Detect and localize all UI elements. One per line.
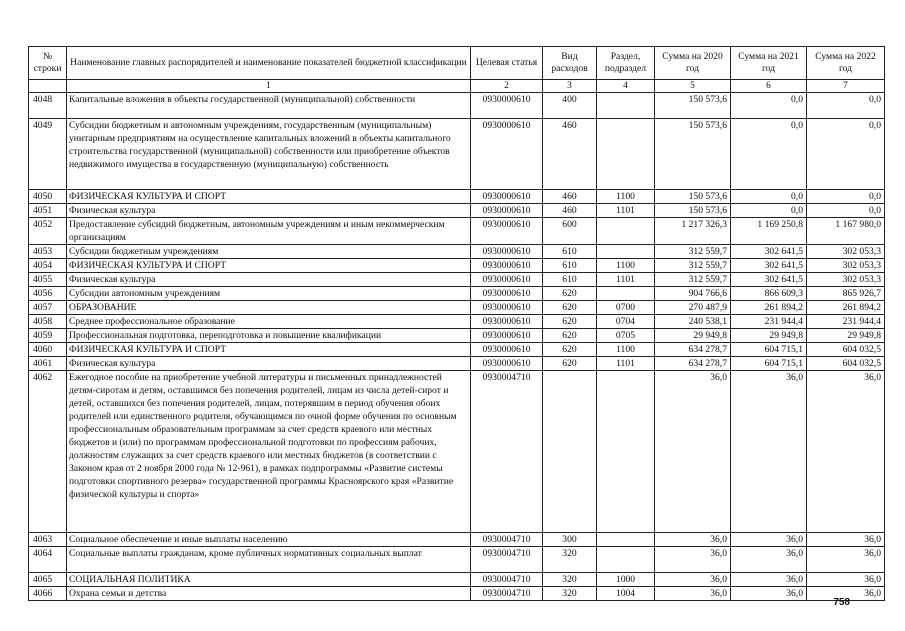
row-sum-2021: 604 715,1 [731, 357, 807, 371]
row-section: 1100 [597, 343, 655, 357]
row-section [597, 245, 655, 259]
row-sum-2021: 36,0 [731, 573, 807, 587]
row-section [597, 119, 655, 190]
row-section: 0704 [597, 315, 655, 329]
row-name: ФИЗИЧЕСКАЯ КУЛЬТУРА И СПОРТ [67, 259, 471, 273]
row-target-article: 0930004710 [471, 533, 543, 547]
table-row [29, 259, 885, 273]
row-sum-2020: 634 278,7 [655, 343, 731, 357]
row-number: 4049 [29, 119, 67, 190]
row-expense-type: 460 [543, 190, 597, 204]
row-section: 1101 [597, 357, 655, 371]
row-expense-type: 610 [543, 273, 597, 287]
row-sum-2022: 36,0 [807, 573, 885, 587]
row-expense-type: 610 [543, 245, 597, 259]
row-sum-2020: 312 559,7 [655, 259, 731, 273]
row-target-article: 0930004710 [471, 573, 543, 587]
row-name: ФИЗИЧЕСКАЯ КУЛЬТУРА И СПОРТ [67, 343, 471, 357]
row-expense-type: 620 [543, 287, 597, 301]
row-name: Субсидии бюджетным учреждениям [67, 245, 471, 259]
row-sum-2021: 29 949,8 [731, 329, 807, 343]
row-target-article: 0930000610 [471, 273, 543, 287]
table-row [29, 315, 885, 329]
table-row [29, 218, 885, 245]
row-target-article: 0930004710 [471, 371, 543, 533]
row-expense-type: 300 [543, 533, 597, 547]
row-number: 4054 [29, 259, 67, 273]
row-sum-2022: 1 167 980,0 [807, 218, 885, 245]
row-sum-2021: 302 641,5 [731, 273, 807, 287]
header-expense-type: Вид расходов [543, 47, 597, 80]
column-index: 1 [67, 80, 471, 93]
row-name: Субсидии бюджетным и автономным учреждениям, государственным (муниципальным) унитарным предприятиям на осуществление капитальных вложений в объекты капитального строительства государственной (муниципальной) собственности или приобретение объектов недвижимого имущества в государственную (муниципальную) собственность [67, 119, 471, 190]
row-number: 4055 [29, 273, 67, 287]
row-sum-2021: 36,0 [731, 547, 807, 573]
row-target-article: 0930004710 [471, 587, 543, 601]
row-sum-2020: 36,0 [655, 573, 731, 587]
row-number: 4053 [29, 245, 67, 259]
row-target-article: 0930004710 [471, 547, 543, 573]
row-sum-2022: 302 053,3 [807, 273, 885, 287]
row-name: ФИЗИЧЕСКАЯ КУЛЬТУРА И СПОРТ [67, 190, 471, 204]
row-expense-type: 320 [543, 587, 597, 601]
table-row [29, 343, 885, 357]
row-sum-2022: 302 053,3 [807, 259, 885, 273]
row-expense-type: 620 [543, 315, 597, 329]
row-expense-type: 620 [543, 343, 597, 357]
row-number: 4062 [29, 371, 67, 533]
row-sum-2020: 150 573,6 [655, 119, 731, 190]
row-target-article: 0930000610 [471, 287, 543, 301]
row-number: 4056 [29, 287, 67, 301]
row-target-article: 0930000610 [471, 93, 543, 119]
row-sum-2021: 866 609,3 [731, 287, 807, 301]
row-sum-2020: 150 573,6 [655, 190, 731, 204]
row-number: 4060 [29, 343, 67, 357]
row-sum-2021: 604 715,1 [731, 343, 807, 357]
row-number: 4065 [29, 573, 67, 587]
column-index: 5 [655, 80, 731, 93]
table-row [29, 93, 885, 119]
row-sum-2021: 36,0 [731, 587, 807, 601]
header-sum-2020: Сумма на 2020 год [655, 47, 731, 80]
table-row [29, 273, 885, 287]
row-name: Предоставление субсидий бюджетным, автономным учреждениям и иным некоммерческим организациям [67, 218, 471, 245]
row-target-article: 0930000610 [471, 301, 543, 315]
header-row-number: № строки [29, 47, 67, 80]
row-expense-type: 620 [543, 301, 597, 315]
row-expense-type: 460 [543, 204, 597, 218]
row-sum-2020: 36,0 [655, 371, 731, 533]
row-target-article: 0930000610 [471, 315, 543, 329]
row-sum-2020: 634 278,7 [655, 357, 731, 371]
row-name: Капитальные вложения в объекты государственной (муниципальной) собственности [67, 93, 471, 119]
column-index: 4 [597, 80, 655, 93]
row-name: Охрана семьи и детства [67, 587, 471, 601]
column-index: 2 [471, 80, 543, 93]
row-sum-2022: 231 944,4 [807, 315, 885, 329]
row-name: Ежегодное пособие на приобретение учебной литературы и письменных принадлежностей детям-сиротам и детям, оставшимся без попечения родителей, лицам из числа детей-сирот и детей, оставшихся без попечения родителей, лицам, потерявшим в период обучения обоих родителей или единственного родителя, обучающимся по очной форме обучения по основным профессиональным образовательным программам за счет средств краевого или местных бюджетов и (или) по программам профессиональной подготовки по профессиям рабочих, должностям служащих за счет средств краевого или местных бюджетов (в соответствии с Законом края от 2 ноября 2000 года № 12-961), в рамках подпрограммы «Развитие системы подготовки спортивного резерва» государственной программы Красноярского края «Развитие физической культуры и спорта» [67, 371, 471, 533]
row-sum-2020: 1 217 326,3 [655, 218, 731, 245]
row-sum-2022: 36,0 [807, 371, 885, 533]
table-body [29, 93, 885, 601]
row-sum-2022: 865 926,7 [807, 287, 885, 301]
row-sum-2020: 150 573,6 [655, 204, 731, 218]
budget-table-page [28, 46, 884, 601]
table-row [29, 533, 885, 547]
row-section [597, 218, 655, 245]
row-target-article: 0930000610 [471, 204, 543, 218]
row-expense-type: 610 [543, 259, 597, 273]
row-sum-2022: 36,0 [807, 587, 885, 601]
row-sum-2020: 312 559,7 [655, 273, 731, 287]
row-target-article: 0930000610 [471, 343, 543, 357]
table-row [29, 245, 885, 259]
row-sum-2020: 312 559,7 [655, 245, 731, 259]
row-number: 4066 [29, 587, 67, 601]
row-number: 4052 [29, 218, 67, 245]
budget-table [28, 46, 885, 601]
row-section: 1000 [597, 573, 655, 587]
row-number: 4064 [29, 547, 67, 573]
row-sum-2021: 302 641,5 [731, 245, 807, 259]
row-expense-type: 400 [543, 93, 597, 119]
row-sum-2022: 36,0 [807, 547, 885, 573]
row-sum-2021: 1 169 250,8 [731, 218, 807, 245]
row-target-article: 0930000610 [471, 245, 543, 259]
row-sum-2021: 0,0 [731, 119, 807, 190]
row-section [597, 93, 655, 119]
table-row [29, 119, 885, 190]
row-expense-type: 620 [543, 357, 597, 371]
row-number: 4050 [29, 190, 67, 204]
row-sum-2021: 261 894,2 [731, 301, 807, 315]
row-sum-2021: 0,0 [731, 93, 807, 119]
row-sum-2020: 36,0 [655, 533, 731, 547]
row-number: 4057 [29, 301, 67, 315]
row-section [597, 371, 655, 533]
header-target-article: Целевая статья [471, 47, 543, 80]
row-expense-type: 320 [543, 547, 597, 573]
row-target-article: 0930000610 [471, 119, 543, 190]
row-expense-type [543, 371, 597, 533]
row-target-article: 0930000610 [471, 218, 543, 245]
table-row [29, 301, 885, 315]
row-sum-2021: 231 944,4 [731, 315, 807, 329]
row-expense-type: 620 [543, 329, 597, 343]
row-sum-2022: 0,0 [807, 190, 885, 204]
column-index: 3 [543, 80, 597, 93]
row-target-article: 0930000610 [471, 329, 543, 343]
row-section: 0705 [597, 329, 655, 343]
row-sum-2022: 0,0 [807, 204, 885, 218]
column-index [29, 80, 67, 93]
row-section: 1101 [597, 204, 655, 218]
row-sum-2021: 0,0 [731, 190, 807, 204]
row-sum-2020: 904 766,6 [655, 287, 731, 301]
row-expense-type: 320 [543, 573, 597, 587]
row-sum-2022: 29 949,8 [807, 329, 885, 343]
row-section: 1101 [597, 273, 655, 287]
row-name: Субсидии автономным учреждениям [67, 287, 471, 301]
table-row [29, 357, 885, 371]
row-section [597, 287, 655, 301]
row-section: 1100 [597, 259, 655, 273]
row-sum-2021: 0,0 [731, 204, 807, 218]
row-sum-2021: 36,0 [731, 533, 807, 547]
row-sum-2020: 150 573,6 [655, 93, 731, 119]
table-row [29, 329, 885, 343]
row-section [597, 547, 655, 573]
header-sum-2021: Сумма на 2021 год [731, 47, 807, 80]
row-number: 4063 [29, 533, 67, 547]
row-number: 4051 [29, 204, 67, 218]
table-row [29, 547, 885, 573]
header-name: Наименование главных распорядителей и наименование показателей бюджетной классификации [67, 47, 471, 80]
page-number: 758 [833, 597, 850, 608]
row-sum-2021: 36,0 [731, 371, 807, 533]
row-target-article: 0930000610 [471, 357, 543, 371]
row-sum-2020: 270 487,9 [655, 301, 731, 315]
table-row [29, 204, 885, 218]
row-sum-2022: 0,0 [807, 93, 885, 119]
row-name: ОБРАЗОВАНИЕ [67, 301, 471, 315]
table-row [29, 573, 885, 587]
row-name: Физическая культура [67, 204, 471, 218]
row-section: 1100 [597, 190, 655, 204]
table-row [29, 587, 885, 601]
row-sum-2020: 36,0 [655, 547, 731, 573]
row-sum-2022: 36,0 [807, 533, 885, 547]
row-sum-2022: 604 032,5 [807, 357, 885, 371]
row-number: 4061 [29, 357, 67, 371]
row-sum-2020: 240 538,1 [655, 315, 731, 329]
row-section: 0700 [597, 301, 655, 315]
table-row [29, 190, 885, 204]
row-expense-type: 460 [543, 119, 597, 190]
row-expense-type: 600 [543, 218, 597, 245]
row-name: Профессиональная подготовка, переподготовка и повышение квалификации [67, 329, 471, 343]
row-target-article: 0930000610 [471, 259, 543, 273]
row-name: СОЦИАЛЬНАЯ ПОЛИТИКА [67, 573, 471, 587]
header-sum-2022: Сумма на 2022 год [807, 47, 885, 80]
header-section: Раздел, подраздел [597, 47, 655, 80]
row-sum-2021: 302 641,5 [731, 259, 807, 273]
row-name: Физическая культура [67, 273, 471, 287]
row-section [597, 533, 655, 547]
table-header-row [29, 47, 885, 80]
row-sum-2022: 302 053,3 [807, 245, 885, 259]
row-sum-2022: 0,0 [807, 119, 885, 190]
row-sum-2022: 604 032,5 [807, 343, 885, 357]
row-name: Социальное обеспечение и иные выплаты населению [67, 533, 471, 547]
column-index: 6 [731, 80, 807, 93]
row-name: Среднее профессиональное образование [67, 315, 471, 329]
row-name: Социальные выплаты гражданам, кроме публичных нормативных социальных выплат [67, 547, 471, 573]
row-sum-2022: 261 894,2 [807, 301, 885, 315]
row-section: 1004 [597, 587, 655, 601]
row-name: Физическая культура [67, 357, 471, 371]
row-number: 4058 [29, 315, 67, 329]
row-target-article: 0930000610 [471, 190, 543, 204]
table-row [29, 371, 885, 533]
row-number: 4059 [29, 329, 67, 343]
row-sum-2020: 29 949,8 [655, 329, 731, 343]
column-index: 7 [807, 80, 885, 93]
column-index-row [29, 80, 885, 93]
table-row [29, 287, 885, 301]
row-number: 4048 [29, 93, 67, 119]
row-sum-2020: 36,0 [655, 587, 731, 601]
